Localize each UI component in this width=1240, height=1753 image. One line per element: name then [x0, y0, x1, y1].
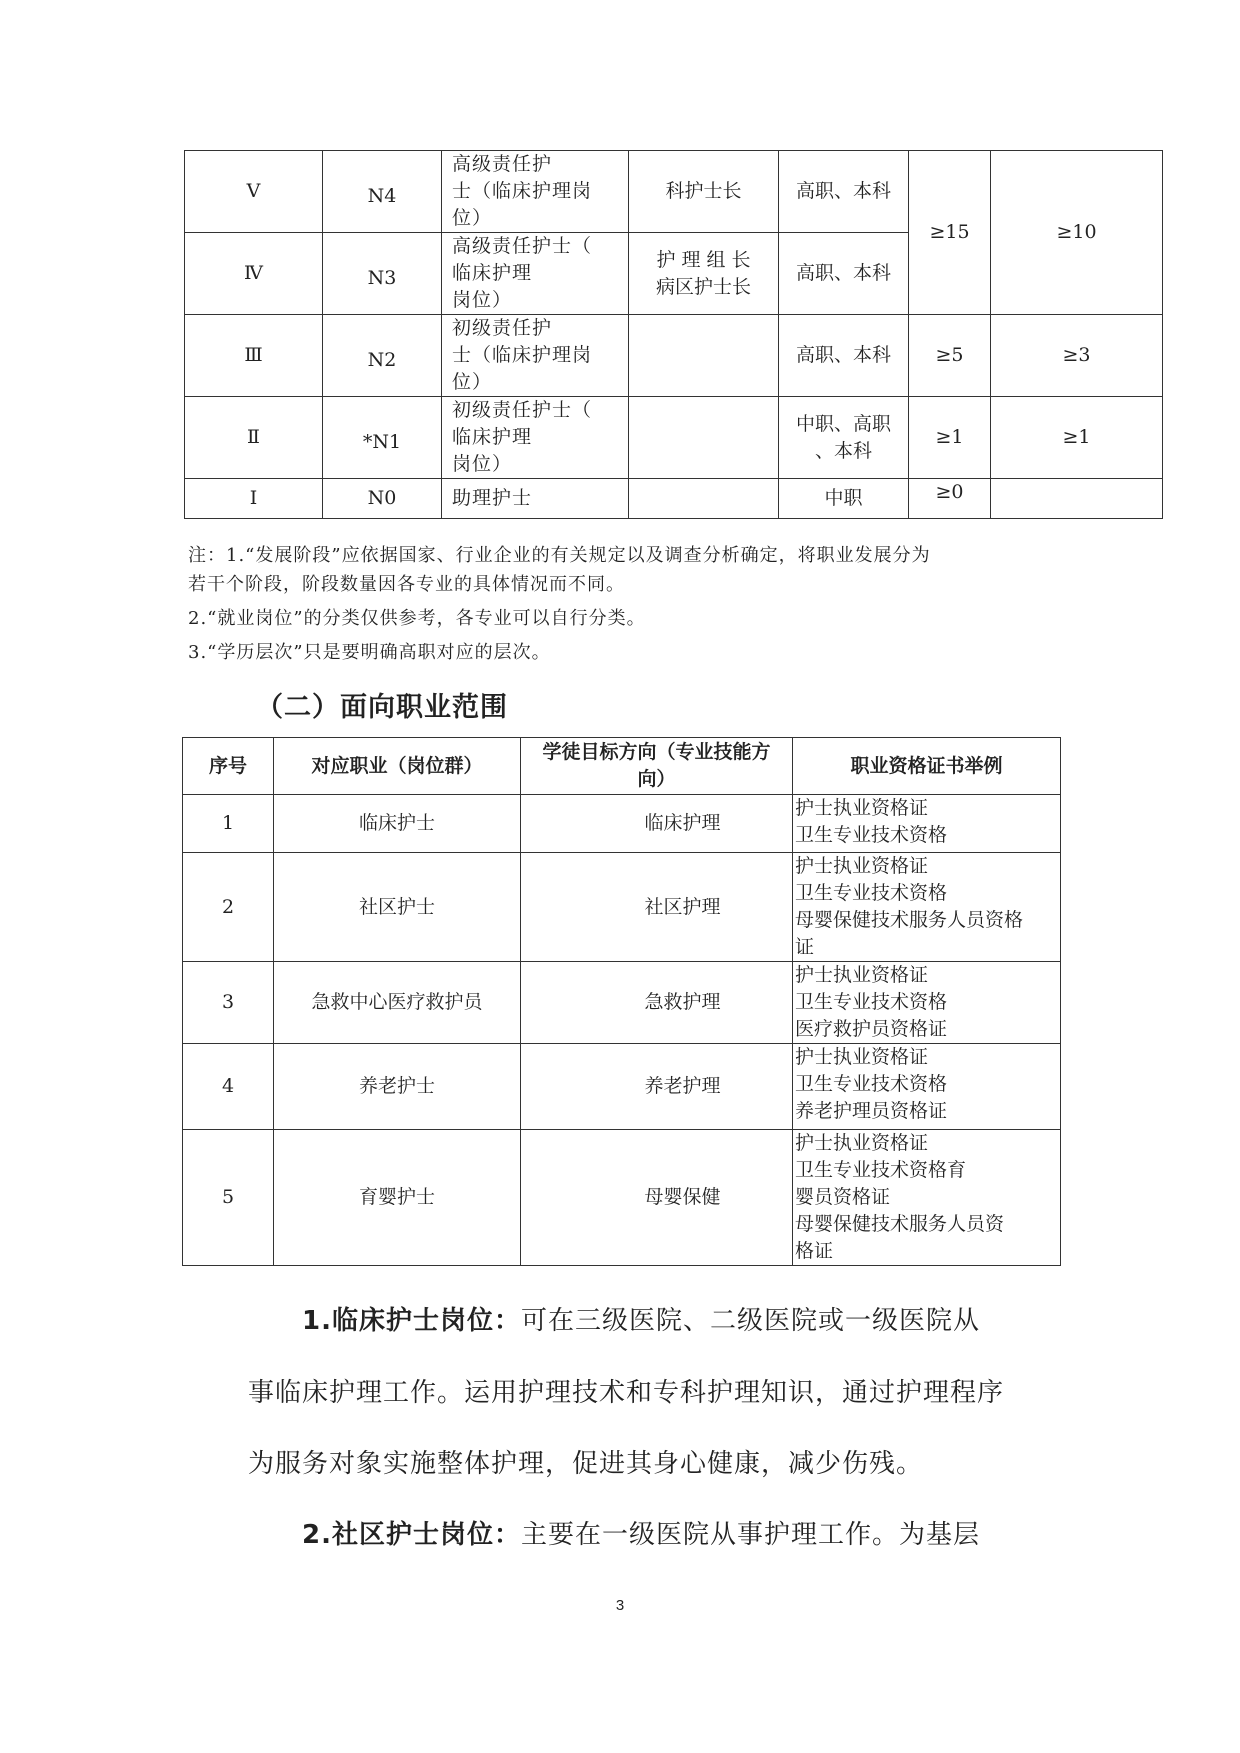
stage-row	[185, 315, 1163, 397]
education-cell-line: 高职、本科	[795, 262, 891, 284]
years-a-cell: ≥0	[909, 479, 991, 519]
role-cell-line: 岗位）	[452, 453, 513, 475]
years-b-cell	[991, 479, 1163, 519]
role-cell-line: 临床护理	[452, 426, 533, 448]
table-row	[183, 853, 1061, 962]
certificate-cell-line: 卫生专业技术资格	[795, 824, 948, 846]
stage-cell: Ⅱ	[185, 397, 323, 479]
role-cell	[442, 479, 629, 519]
page-number: 3	[615, 1597, 625, 1614]
paragraph-community	[302, 1514, 980, 1551]
certificate-cell-line: 护士执业资格证	[795, 797, 929, 819]
serial-cell: 4	[183, 1044, 274, 1130]
stage-cell: Ⅴ	[185, 151, 323, 233]
role-cell	[442, 151, 629, 233]
career-stage-table	[184, 150, 1163, 519]
role-cell	[442, 233, 629, 315]
level-cell: *N1	[323, 397, 442, 479]
education-cell	[779, 151, 909, 233]
certificate-cell-line: 证	[795, 936, 815, 958]
direction-cell: 养老护理	[521, 1044, 793, 1130]
stage-cell: Ⅳ	[185, 233, 323, 315]
education-cell-line: 、本科	[814, 439, 872, 462]
paragraph-lead: 2.社区护士岗位：	[302, 1520, 521, 1550]
stage-cell: Ⅲ	[185, 315, 323, 397]
certificate-cell-line: 母婴保健技术服务人员资	[795, 1213, 1005, 1235]
role-cell-line: 初级责任护士（	[452, 399, 593, 421]
serial-cell: 1	[183, 795, 274, 853]
certificate-cell	[793, 853, 1061, 962]
education-cell-line: 中职	[824, 487, 863, 509]
section-heading: （二）面向职业范围	[256, 692, 508, 723]
level-cell: N2	[323, 315, 442, 397]
header-direction: 学徒目标方向（专业技能方向）	[521, 738, 793, 795]
job-cell: 社区护士	[274, 853, 521, 962]
header-certificate: 职业资格证书举例	[793, 738, 1061, 795]
role-cell-line: 高级责任护	[452, 153, 553, 175]
role-cell-line: 高级责任护士（	[452, 235, 593, 257]
education-cell	[779, 479, 909, 519]
post-cell	[629, 479, 779, 519]
education-cell	[779, 397, 909, 479]
paragraph-lead: 1.临床护士岗位：	[302, 1306, 521, 1336]
certificate-cell-line: 卫生专业技术资格	[795, 1073, 948, 1095]
role-cell-line: 士（临床护理岗	[452, 180, 593, 202]
paragraph-text: 事临床护理工作。运用护理技术和专科护理知识，通过护理程序	[248, 1378, 1005, 1408]
role-cell-line: 位）	[452, 371, 493, 393]
certificate-cell-line: 护士执业资格证	[795, 1132, 929, 1154]
job-cell: 育婴护士	[274, 1130, 521, 1266]
note-line: 3.“学历层次”只是要明确高职对应的层次。	[188, 642, 551, 663]
certificate-cell-line: 母婴保健技术服务人员资格	[795, 909, 1024, 931]
role-cell	[442, 315, 629, 397]
note-line: 2.“就业岗位”的分类仅供参考，各专业可以自行分类。	[188, 608, 646, 629]
serial-cell: 3	[183, 962, 274, 1044]
serial-cell: 5	[183, 1130, 274, 1266]
job-cell: 养老护士	[274, 1044, 521, 1130]
years-a-cell: ≥1	[909, 397, 991, 479]
post-cell	[629, 397, 779, 479]
stage-row	[185, 397, 1163, 479]
certificate-cell	[793, 962, 1061, 1044]
post-cell	[629, 315, 779, 397]
level-cell: N4	[323, 151, 442, 233]
certificate-cell	[793, 1044, 1061, 1130]
career-scope-table	[182, 737, 1061, 1266]
role-cell-line: 位）	[452, 207, 493, 229]
role-cell-line: 初级责任护	[452, 317, 553, 339]
education-cell-line: 高职、本科	[795, 180, 891, 202]
direction-cell: 母婴保健	[521, 1130, 793, 1266]
certificate-cell-line: 护士执业资格证	[795, 964, 929, 986]
level-cell: N0	[323, 479, 442, 519]
certificate-cell-line: 卫生专业技术资格	[795, 882, 948, 904]
paragraph-text: 可在三级医院、二级医院或一级医院从	[520, 1306, 980, 1336]
level-cell: N3	[323, 233, 442, 315]
direction-cell: 社区护理	[521, 853, 793, 962]
certificate-cell-line: 卫生专业技术资格育	[795, 1159, 967, 1181]
role-cell-line: 岗位）	[452, 289, 513, 311]
header-serial: 序号	[183, 738, 274, 795]
job-cell: 急救中心医疗救护员	[274, 962, 521, 1044]
education-cell-line: 中职、高职	[795, 412, 891, 435]
years-a-cell: ≥15	[909, 151, 991, 315]
post-cell-line: 科护士长	[665, 180, 742, 202]
certificate-cell-line: 护士执业资格证	[795, 855, 929, 877]
note-line: 若干个阶段，阶段数量因各专业的具体情况而不同。	[188, 574, 625, 595]
certificate-cell-line: 婴员资格证	[795, 1186, 891, 1208]
certificate-cell-line: 格证	[795, 1240, 834, 1262]
role-cell	[442, 397, 629, 479]
post-cell	[629, 233, 779, 315]
role-cell-line: 临床护理	[452, 262, 533, 284]
paragraph-text: 主要在一级医院从事护理工作。为基层	[520, 1520, 980, 1550]
certificate-cell-line: 护士执业资格证	[795, 1046, 929, 1068]
years-b-cell: ≥3	[991, 315, 1163, 397]
certificate-cell	[793, 795, 1061, 853]
paragraph-clinical	[302, 1300, 980, 1337]
table-row	[183, 1130, 1061, 1266]
years-a-cell: ≥5	[909, 315, 991, 397]
post-cell	[629, 151, 779, 233]
certificate-cell-line: 卫生专业技术资格	[795, 991, 948, 1013]
table-row	[183, 795, 1061, 853]
post-cell-line: 护 理 组 长	[656, 248, 751, 271]
stage-row	[185, 479, 1163, 519]
table-row	[183, 1044, 1061, 1130]
certificate-cell-line: 养老护理员资格证	[795, 1100, 948, 1122]
header-job: 对应职业（岗位群）	[274, 738, 521, 795]
table-row	[183, 962, 1061, 1044]
years-b-cell: ≥10	[991, 151, 1163, 315]
role-cell-line: 士（临床护理岗	[452, 344, 593, 366]
direction-cell: 急救护理	[521, 962, 793, 1044]
serial-cell: 2	[183, 853, 274, 962]
education-cell	[779, 233, 909, 315]
post-cell-line: 病区护士长	[655, 275, 751, 298]
note-line: 注：1.“发展阶段”应依据国家、行业企业的有关规定以及调查分析确定，将职业发展分为	[188, 545, 931, 566]
education-cell	[779, 315, 909, 397]
direction-cell: 临床护理	[521, 795, 793, 853]
role-cell-line: 助理护士	[452, 487, 533, 509]
job-cell: 临床护士	[274, 795, 521, 853]
certificate-cell-line: 医疗救护员资格证	[795, 1018, 948, 1040]
certificate-cell	[793, 1130, 1061, 1266]
stage-row	[185, 151, 1163, 233]
years-b-cell: ≥1	[991, 397, 1163, 479]
education-cell-line: 高职、本科	[795, 344, 891, 366]
paragraph-text: 为服务对象实施整体护理，促进其身心健康，减少伤残。	[248, 1449, 924, 1479]
stage-cell: Ⅰ	[185, 479, 323, 519]
